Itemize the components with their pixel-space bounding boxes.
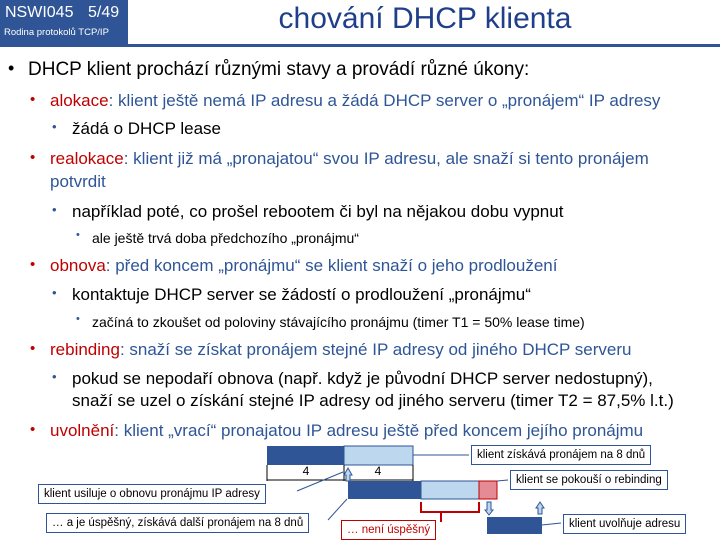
term-uvolneni: uvolnění [50,421,115,440]
main-bullet: DHCP klient prochází různými stavy a provádí různé úkony: [28,59,530,80]
term-obnova: obnova [50,256,106,275]
slide-title: chování DHCP klienta [278,2,572,35]
realokace-text-cont: potvrdit [50,172,106,191]
label-renew-attempt: klient usiluje o obnovu pronájmu IP adresy [38,484,266,504]
half-label: 4 [374,464,382,478]
lease-first-half [267,446,344,465]
bullet-dot: • [52,369,57,384]
obnova-text: : před koncem „pronájmu“ se klient snaží o jeho prodloužení [105,256,558,275]
bullet-dot: • [52,119,57,134]
fail-bracket [421,502,479,512]
renewed-lease-second-half [421,481,479,499]
obnova-sub1: kontaktuje DHCP server se žádostí o prodloužení „pronájmu“ [72,285,531,304]
bullet-dot: • [30,340,36,357]
rebinding-text: : snaží se získat pronájem stejné IP adresy od jiného DHCP serveru [119,340,632,359]
bullet-dot: • [30,256,36,273]
course-subtitle: Rodina protokolů TCP/IP [4,27,109,38]
rebinding-sub1-cont: snaží se uzel o získání stejné IP adresy od jiného serveru (timer T2 = 87,5% l.t.) [72,391,674,410]
bullet-dot: • [30,149,36,166]
label-release: klient uvolňuje adresu [563,514,686,534]
bullet-dot: • [30,421,36,438]
alokace-text: : klient ještě nemá IP adresu a žádá DHCP server o „pronájem“ IP adresy [108,91,661,110]
realokace-sub1: například poté, co prošel rebootem či byl na nějakou dobu vypnut [72,202,564,221]
realokace-sub2: ale ještě trvá doba předchozího „pronájmu“ [92,230,359,246]
term-realokace: realokace [50,149,124,168]
uvolneni-text: : klient „vrací“ pronajatou IP adresu ještě před koncem jejího pronájmu [114,421,644,440]
bullet-dot: • [8,58,15,78]
half-label: 4 [302,464,310,478]
release-arrow-icon [536,502,544,514]
renew-arrow-icon [344,468,352,481]
obnova-sub2: začíná to zkoušet od poloviny stávajícího pronájmu (timer T1 = 50% lease time) [92,314,585,330]
callout-line [497,480,508,481]
callout-line [328,499,347,520]
label-renew-fail: … není úspěšný [341,520,436,540]
course-code: NSWI045 [5,4,74,21]
bullet-dot: • [52,285,57,300]
label-lease-8-days: klient získává pronájem na 8 dnů [471,445,651,465]
alokace-sub1: žádá o DHCP lease [72,119,221,138]
realokace-text: : klient již má „pronajatou“ svou IP adresu, ale snaží si tento pronájem [123,149,649,168]
rebound-lease [487,517,542,534]
bullet-dot: • [52,202,57,217]
term-alokace: alokace [50,91,109,110]
rebinding-segment [479,481,497,499]
rebinding-arrow-icon [485,502,493,515]
renewed-lease-first-half [348,481,421,499]
bullet-dot: • [76,313,80,325]
term-rebinding: rebinding [50,340,120,359]
label-renew-success: … a je úspěšný, získává další pronájem na 8 dnů [46,513,309,533]
lease-second-half [344,446,413,465]
bullet-dot: • [30,91,36,108]
page-number: 5/49 [88,4,120,21]
rebinding-sub1: pokud se nepodaří obnova (např. když je původní DHCP server nedostupný), [72,369,653,388]
label-rebinding-attempt: klient se pokouší o rebinding [510,470,668,490]
callout-line [542,523,561,525]
bullet-dot: • [76,229,80,241]
